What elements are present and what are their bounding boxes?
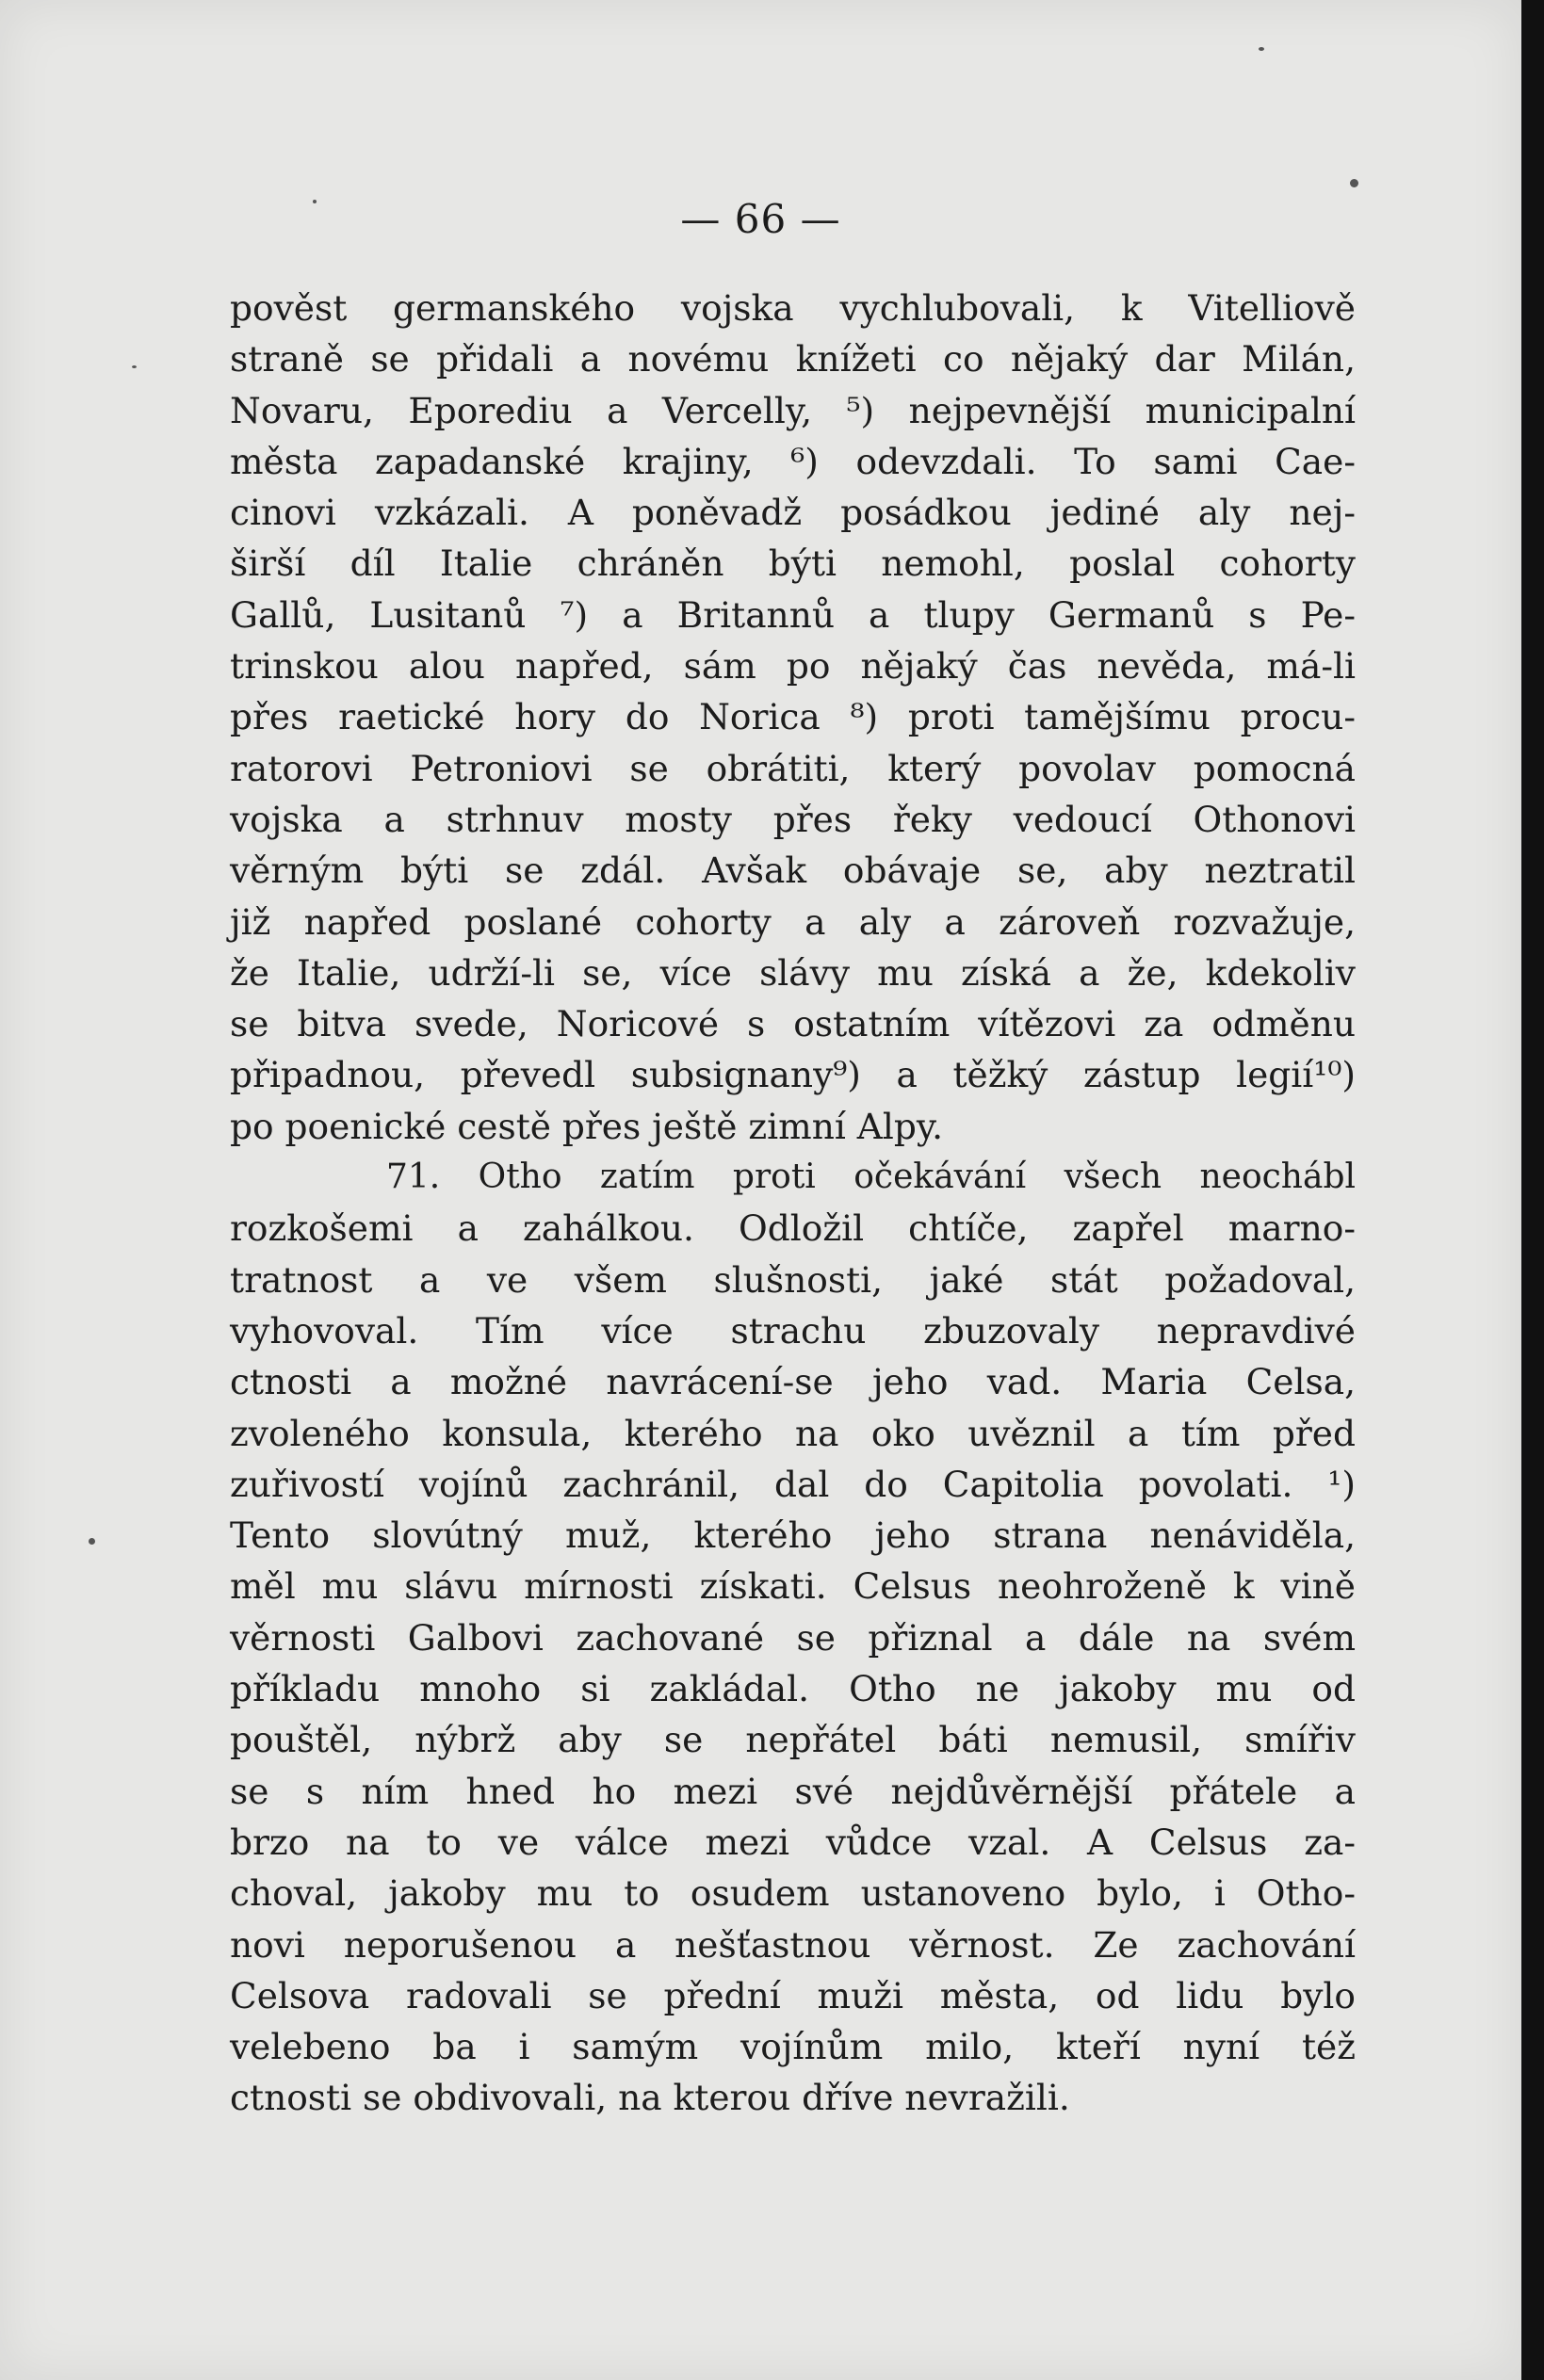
speck (89, 1538, 95, 1545)
text-line: brzo na to ve válce mezi vůdce vzal. A Celsus za- (230, 1821, 1356, 1863)
text-line: tratnost a ve všem slušnosti, jaké stát požadoval, (230, 1258, 1356, 1301)
text-line: města zapadanské krajiny, ⁶) odevzdali. To sami Cae- (230, 440, 1356, 482)
text-line: trinskou alou napřed, sám po nějaký čas nevěda, má-li (230, 645, 1356, 688)
scan-edge (1521, 0, 1544, 2380)
text-line: že Italie, udrží-li se, více slávy mu získá a že, kdekoliv (230, 951, 1356, 994)
text-line: ctnosti a možné navrácení-se jeho vad. Maria Celsa, (230, 1361, 1356, 1403)
text-line: cinovi vzkázali. A poněvadž posádkou jediné aly nej- (230, 492, 1356, 534)
text-line: se bitva svede, Noricové s ostatním vítězovi za odměnu (230, 1003, 1356, 1045)
text-line: Celsova radovali se přední muži města, od lidu bylo (230, 1974, 1356, 2016)
text-line: širší díl Italie chráněn býti nemohl, poslal cohorty (230, 542, 1356, 585)
text-line: straně se přidali a novému knížeti co nějaký dar Milán, (230, 338, 1356, 380)
text-line: velebeno ba i samým vojínům milo, kteří nyní též (230, 2026, 1356, 2068)
text-line: se s ním hned ho mezi své nejdůvěrnější přátele a (230, 1770, 1356, 1812)
text-line: Gallů, Lusitanů ⁷) a Britannů a tlupy Germanů s Pe- (230, 593, 1356, 636)
section-start-line: 71. Otho zatím proti očekávání všech neochábl (386, 1158, 1356, 1197)
text-line: zuřivostí vojínů zachránil, dal do Capitolia povolati. ¹) (230, 1463, 1356, 1505)
text-line: Novaru, Eporediu a Vercelly, ⁵) nejpevnější municipalní (230, 389, 1356, 431)
text-line: ratorovi Petroniovi se obrátiti, který povolav pomocná (230, 747, 1356, 789)
text-line: přes raetické hory do Norica ⁸) proti tamějšímu procu- (230, 696, 1356, 738)
body-text (230, 283, 1356, 2124)
text-line: Tento slovútný muž, kterého jeho strana nenáviděla, (230, 1514, 1356, 1557)
text-line: vyhovoval. Tím více strachu zbuzovaly nepravdivé (230, 1309, 1356, 1352)
text-line: pověst germanského vojska vychlubovali, k Vitelliově (230, 287, 1356, 329)
text-line: po poenické cestě přes ještě zimní Alpy. (230, 1105, 943, 1147)
text-line: choval, jakoby mu to osudem ustanoveno bylo, i Otho- (230, 1872, 1356, 1915)
speck (1350, 179, 1358, 187)
text-line: ctnosti se obdivovali, na kterou dříve nevražili. (230, 2077, 1070, 2119)
text-line: připadnou, převedl subsignany⁹) a těžký zástup legií¹⁰) (230, 1054, 1356, 1096)
speck (1259, 47, 1264, 51)
speck (132, 365, 137, 368)
text-line: věrným býti se zdál. Avšak obávaje se, aby neztratil (230, 850, 1356, 892)
page-number: — 66 — (680, 196, 841, 242)
text-line: měl mu slávu mírnosti získati. Celsus neohroženě k vině (230, 1565, 1356, 1608)
text-line: věrnosti Galbovi zachované se přiznal a dále na svém (230, 1616, 1356, 1659)
text-line: rozkošemi a zahálkou. Odložil chtíče, zapřel marno- (230, 1207, 1356, 1250)
text-line: zvoleného konsula, kterého na oko uvěznil a tím před (230, 1412, 1356, 1454)
text-line: novi neporušenou a nešťastnou věrnost. Ze zachování (230, 1923, 1356, 1966)
text-line: vojska a strhnuv mosty přes řeky vedoucí Othonovi (230, 798, 1356, 840)
text-line: příkladu mnoho si zakládal. Otho ne jakoby mu od (230, 1668, 1356, 1710)
text-line: pouštěl, nýbrž aby se nepřátel báti nemusil, smířiv (230, 1719, 1356, 1761)
text-line: již napřed poslané cohorty a aly a zároveň rozvažuje, (230, 900, 1356, 943)
